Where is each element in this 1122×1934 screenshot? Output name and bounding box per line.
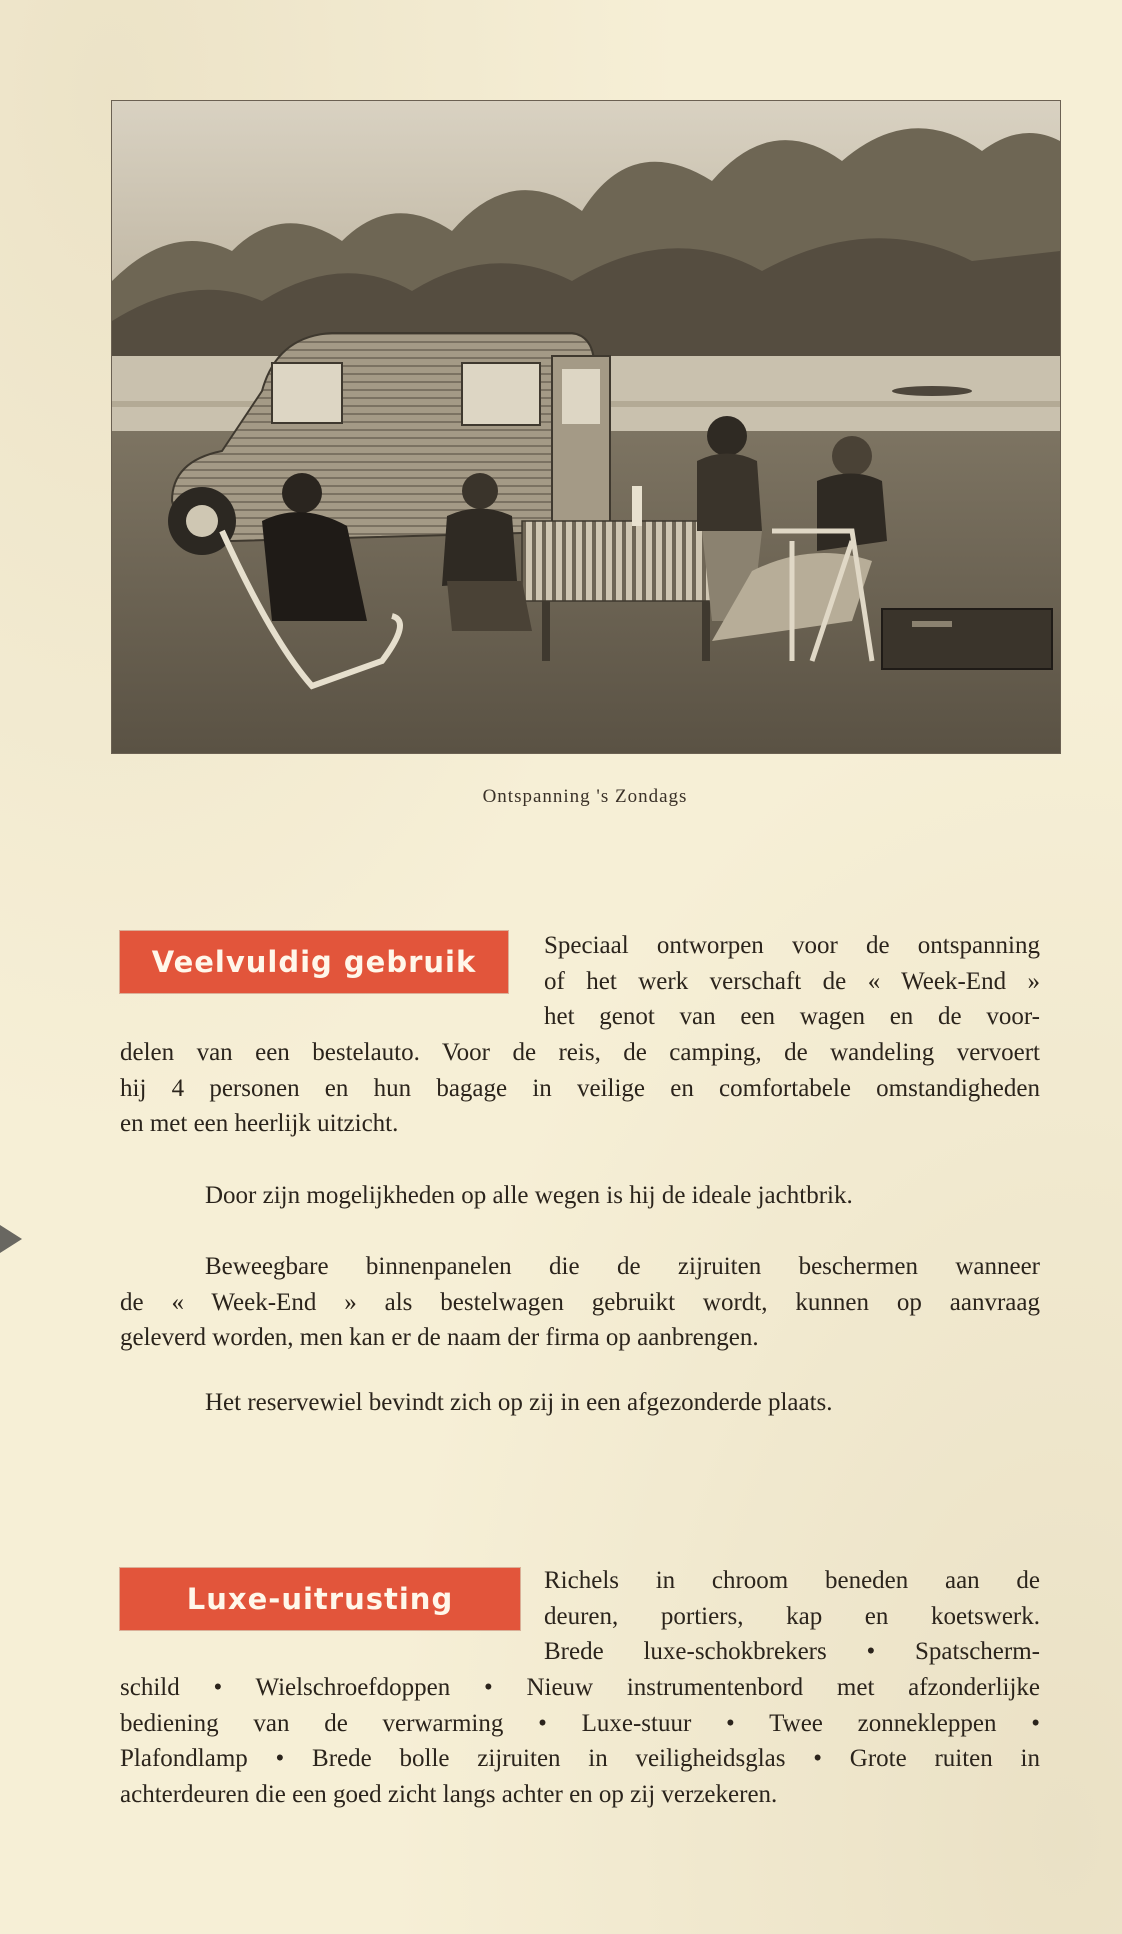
text-line: bediening van de verwarming • Luxe-stuur • Twee zonnekleppen • <box>120 1709 1040 1737</box>
section-heading-luxe-uitrusting: Luxe-uitrusting <box>120 1568 520 1630</box>
text-line: Brede luxe-schokbrekers • Spatscherm- <box>544 1638 1040 1665</box>
section2-body <box>120 1670 1040 1812</box>
section1-intro <box>544 928 1040 1035</box>
section-heading-veelvuldig-gebruik: Veelvuldig gebruik <box>120 931 508 993</box>
text-line: delen van een bestelauto. Voor de reis, de camping, de wandeling vervoert <box>120 1039 1040 1066</box>
text-line: Het reservewiel bevindt zich op zij in een afgezonderde plaats. <box>205 1389 833 1416</box>
text-line: de « Week-End » als bestelwagen gebruikt wordt, kunnen op aanvraag <box>120 1288 1040 1316</box>
fold-mark <box>0 1225 22 1253</box>
text-line: Plafondlamp • Brede bolle zijruiten in veiligheidsglas • Grote ruiten in <box>120 1745 1040 1772</box>
text-line: Richels in chroom beneden aan de <box>544 1567 1040 1594</box>
text-line: Door zijn mogelijkheden op alle wegen is hij de ideale jachtbrik. <box>205 1182 853 1209</box>
photo-caption: Ontspanning 's Zondags <box>482 786 688 807</box>
paragraph-jachtbrik <box>120 1178 1040 1214</box>
photo-illustration <box>112 101 1060 753</box>
paragraph-reservewiel <box>120 1385 1040 1421</box>
text-line: hij 4 personen en hun bagage in veilige en comfortabele omstandigheden <box>120 1074 1040 1102</box>
text-line: schild • Wielschroefdoppen • Nieuw instrumentenbord met afzonderlijke <box>120 1674 1040 1701</box>
text-line: en met een heerlijk uitzicht. <box>120 1110 399 1137</box>
text-line: deuren, portiers, kap en koetswerk. <box>544 1602 1040 1630</box>
paragraph-binnenpanelen <box>120 1249 1040 1356</box>
text-line: of het werk verschaft de « Week-End » <box>544 967 1040 995</box>
section2-intro <box>544 1563 1040 1670</box>
text-line: Beweegbare binnenpanelen die de zijruiten beschermen wanneer <box>205 1253 1040 1280</box>
text-line: het genot van een wagen en de voor- <box>544 1003 1040 1030</box>
photo-picnic-van <box>111 100 1061 754</box>
section1-body <box>120 1035 1040 1142</box>
text-line: geleverd worden, men kan er de naam der firma op aanbrengen. <box>120 1324 759 1351</box>
text-line: Speciaal ontworpen voor de ontspanning <box>544 932 1040 959</box>
text-line: achterdeuren die een goed zicht langs achter en op zij verzekeren. <box>120 1780 778 1808</box>
